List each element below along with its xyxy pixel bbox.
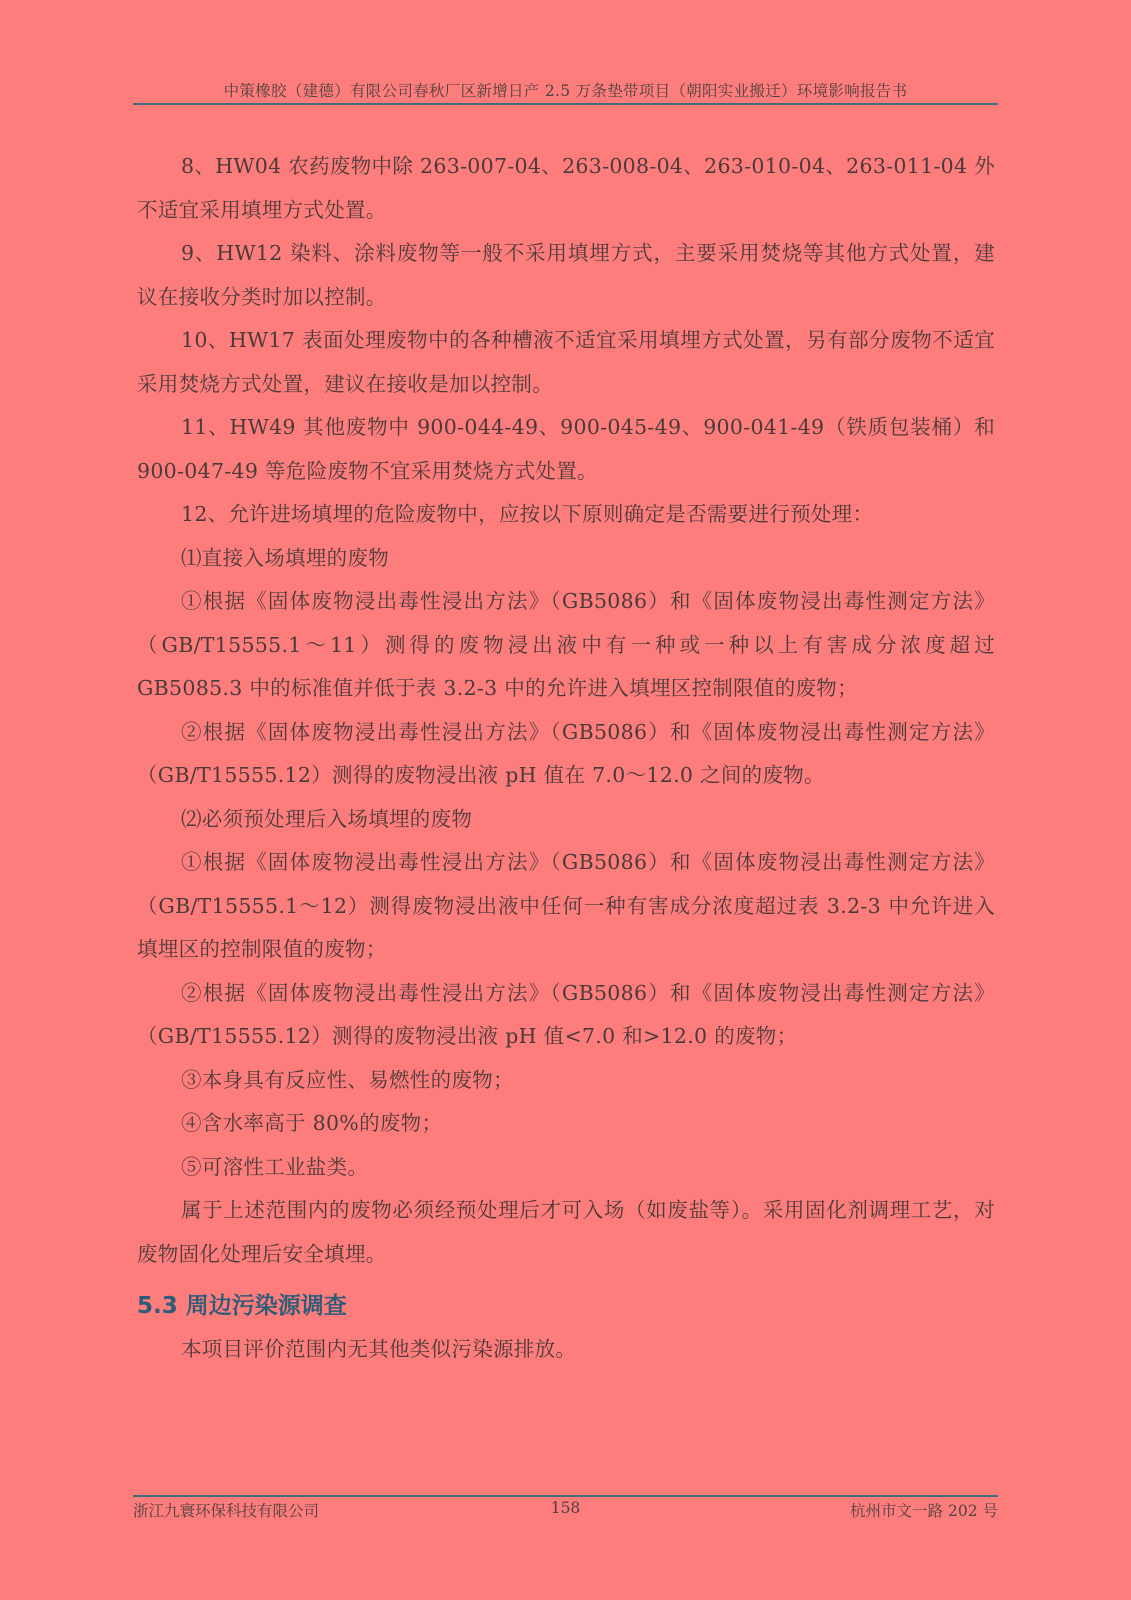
paragraph-item-12: 12、允许进场填埋的危险废物中，应按以下原则确定是否需要进行预处理： bbox=[181, 502, 874, 526]
pretreat-criterion-5: ⑤可溶性工业盐类。 bbox=[181, 1154, 369, 1179]
section-heading: 5.3 周边污染源调查 bbox=[137, 1293, 347, 1319]
subheading-direct-landfill: ⑴直接入场填埋的废物 bbox=[181, 545, 389, 570]
footer-address: 杭州市文一路 202 号 bbox=[850, 1502, 998, 1520]
footer-row bbox=[133, 1499, 998, 1523]
paragraph-item-10: 10、HW17 表面处理废物中的各种槽液不适宜采用填埋方式处置，另有部分废物不适宜采用焚烧方式处置，建议在接收是加以控制。 bbox=[137, 328, 995, 396]
direct-criterion-2: ②根据《固体废物浸出毒性浸出方法》（GB5086）和《固体废物浸出毒性测定方法》（GB/T15555.12）测得的废物浸出液 pH 值在 7.0～12.0 之间的废物。 bbox=[137, 719, 995, 787]
header-title: 中策橡胶（建德）有限公司春秋厂区新增日产 2.5 万条垫带项目（朝阳实业搬迁）环境影响报告书 bbox=[223, 82, 908, 100]
footer-company: 浙江九寰环保科技有限公司 bbox=[133, 1502, 320, 1520]
pretreat-criterion-3: ③本身具有反应性、易燃性的废物； bbox=[181, 1067, 514, 1092]
pretreat-criterion-4: ④含水率高于 80%的废物； bbox=[181, 1111, 443, 1135]
direct-criterion-1: ①根据《固体废物浸出毒性浸出方法》（GB5086）和《固体废物浸出毒性测定方法》（GB/T15555.1～11）测得的废物浸出液中有一种或一种以上有害成分浓度超过 GB5085.3 中的标准值并低于表 3.2-3 中的允许进入填埋区控制限值的废物； bbox=[137, 589, 995, 700]
header-rule bbox=[133, 103, 998, 105]
paragraph-item-11: 11、HW49 其他废物中 900-044-49、900-045-49、900-041-49（铁质包装桶）和 900-047-49 等危险废物不宜采用焚烧方式处置。 bbox=[137, 415, 995, 483]
pretreatment-summary: 属于上述范围内的废物必须经预处理后才可入场（如废盐等）。采用固化剂调理工艺，对废物固化处理后安全填埋。 bbox=[137, 1198, 995, 1266]
subheading-pretreatment: ⑵必须预处理后入场填埋的废物 bbox=[181, 806, 473, 831]
section-paragraph: 本项目评价范围内无其他类似污染源排放。 bbox=[181, 1337, 577, 1361]
paragraph-item-9: 9、HW12 染料、涂料废物等一般不采用填埋方式，主要采用焚烧等其他方式处置，建议在接收分类时加以控制。 bbox=[137, 241, 995, 309]
page-number: 158 bbox=[550, 1499, 581, 1517]
pretreat-criterion-2: ②根据《固体废物浸出毒性浸出方法》（GB5086）和《固体废物浸出毒性测定方法》（GB/T15555.12）测得的废物浸出液 pH 值<7.0 和>12.0 的废物； bbox=[137, 980, 995, 1048]
main-content bbox=[137, 145, 995, 1372]
footer-rule bbox=[133, 1495, 998, 1497]
pretreat-criterion-1: ①根据《固体废物浸出毒性浸出方法》（GB5086）和《固体废物浸出毒性测定方法》（GB/T15555.1～12）测得废物浸出液中任何一种有害成分浓度超过表 3.2-3 中允许进入填埋区的控制限值的废物； bbox=[137, 850, 995, 961]
paragraph-item-8: 8、HW04 农药废物中除 263-007-04、263-008-04、263-010-04、263-011-04 外不适宜采用填埋方式处置。 bbox=[137, 154, 995, 222]
